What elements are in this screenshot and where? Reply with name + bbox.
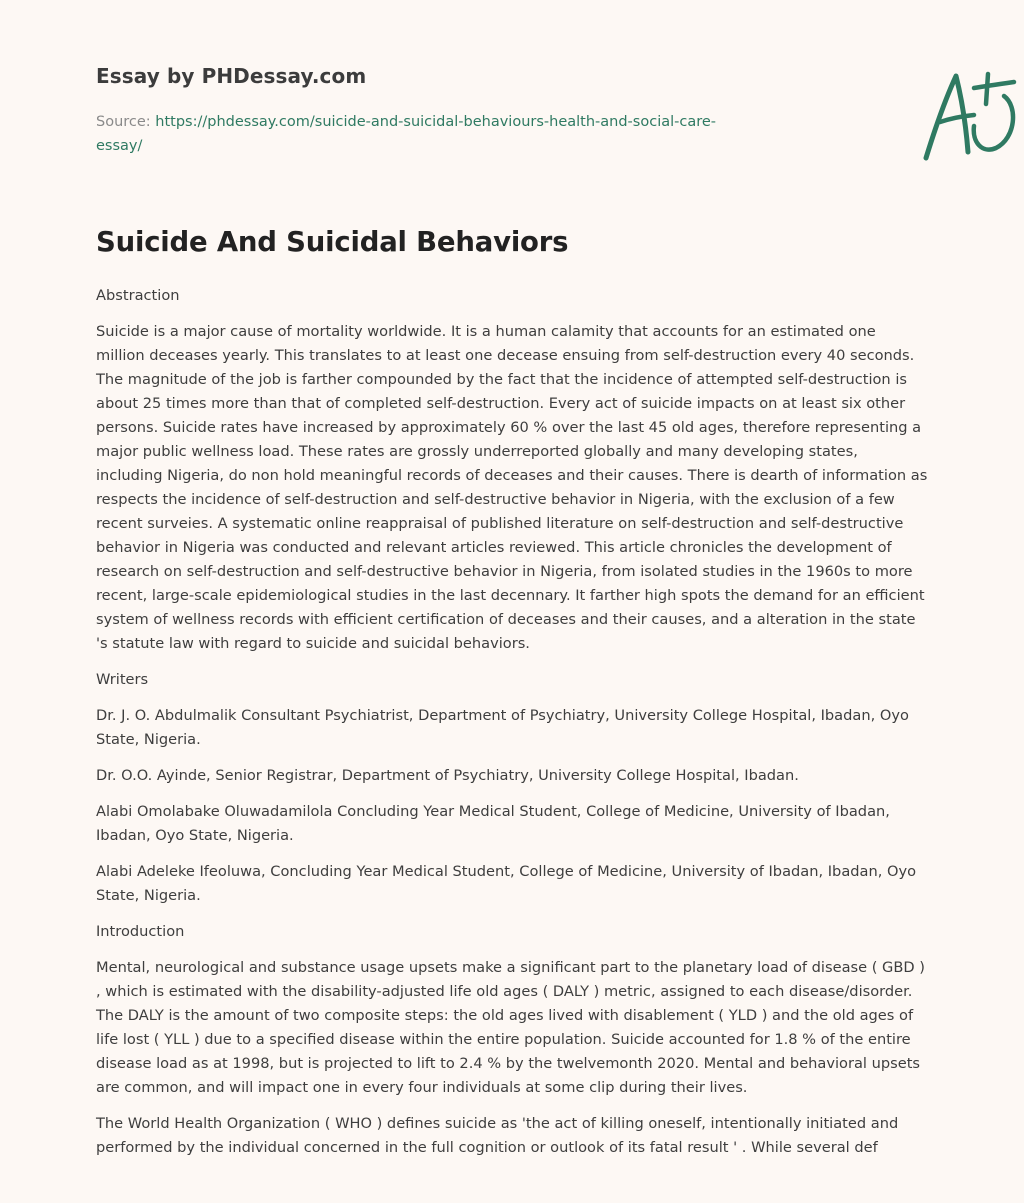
source-label: Source:	[96, 114, 156, 130]
source-link[interactable]: https://phdessay.com/suicide-and-suicidal-behaviours-health-and-social-care-essay/	[96, 114, 717, 154]
paragraph: Dr. O.O. Ayinde, Senior Registrar, Department of Psychiatry, University College Hospital, Ibadan.	[96, 767, 799, 784]
essay-title: Suicide And Suicidal Behaviors	[96, 226, 569, 258]
paragraph: Mental, neurological and substance usage upsets make a significant part to the planetary load of disease ( GBD ) , which is estimated with the disability-adjusted life old ages ( DALY ) metric, assigned to each disease/disorder. The DALY is the amount of two composite steps: the old ages lived with disablement ( YLD ) and the old ages of life lost ( YLL ) due to a specified disease within the entire population. Suicide accounted for 1.8 % of the entire disease load as at 1998, but is projected to lift to 2.4 % by the twelvemonth 2020. Mental and behavioral upsets are common, and will impact one in every four individuals at some clip during their lives.	[96, 959, 925, 1096]
paragraph: Suicide is a major cause of mortality worldwide. It is a human calamity that accounts for an estimated one million deceases yearly. This translates to at least one decease ensuing from self-destruction every 40 seconds. The magnitude of the job is farther compounded by the fact that the incidence of attempted self-destruction is about 25 times more than that of completed self-destruction. Every act of suicide impacts on at least six other persons. Suicide rates have increased by approximately 60 % over the last 45 old ages, therefore representing a major public wellness load. These rates are grossly underreported globally and many developing states, including Nigeria, do non hold meaningful records of deceases and their causes. There is dearth of information as respects the incidence of self-destruction and self-destructive behavior in Nigeria, with the exclusion of a few recent surveies. A systematic online reappraisal of published literature on self-destruction and self-destructive behavior in Nigeria was conducted and relevant articles reviewed. This article chronicles the development of research on self-destruction and self-destructive behavior in Nigeria, from isolated studies in the 1960s to more recent, large-scale epidemiological studies in the last decennary. It farther high spots the demand for an efficient system of wellness records with efficient certification of deceases and their causes, and a alteration in the state 's statute law with regard to suicide and suicidal behaviors.	[96, 323, 928, 652]
essay-body	[96, 284, 928, 1172]
paragraph: Alabi Adeleke Ifeoluwa, Concluding Year Medical Student, College of Medicine, University of Ibadan, Ibadan, Oyo State, Nigeria.	[96, 863, 917, 904]
paragraph: Dr. J. O. Abdulmalik Consultant Psychiatrist, Department of Psychiatry, University College Hospital, Ibadan, Oyo State, Nigeria.	[96, 707, 909, 748]
paragraph: Introduction	[96, 923, 185, 940]
paragraph: Alabi Omolabake Oluwadamilola Concluding Year Medical Student, College of Medicine, University of Ibadan, Ibadan, Oyo State, Nigeria.	[96, 803, 890, 844]
source-line	[96, 110, 756, 158]
paragraph: Abstraction	[96, 287, 180, 304]
a-plus-logo-icon	[916, 66, 1024, 166]
paragraph: The World Health Organization ( WHO ) defines suicide as 'the act of killing oneself, intentionally initiated and performed by the individual concerned in the full cognition or outlook of its fatal result ' . While several def	[96, 1115, 899, 1156]
site-title: Essay by PHDessay.com	[96, 64, 367, 88]
paragraph: Writers	[96, 671, 149, 688]
